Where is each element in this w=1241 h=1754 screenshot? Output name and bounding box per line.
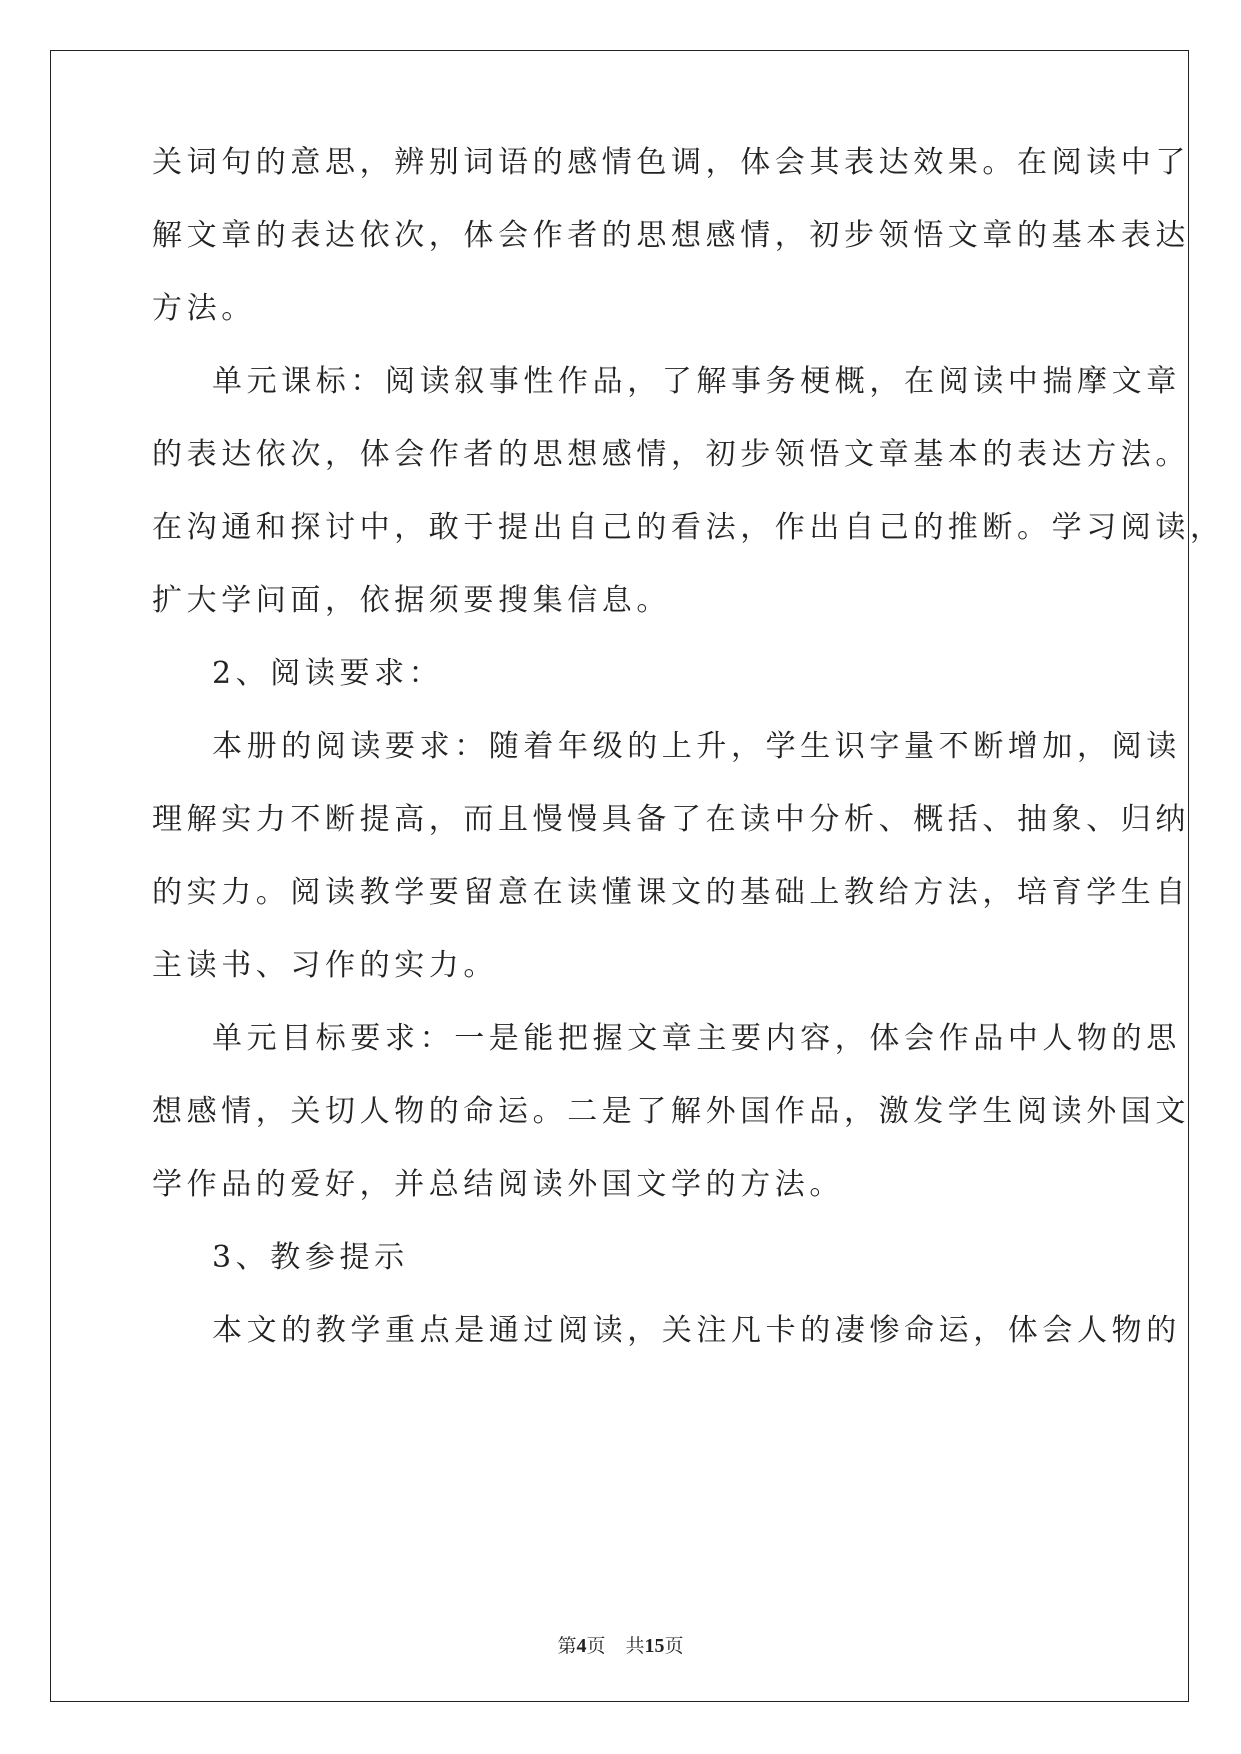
section-heading: 2、阅读要求：	[212, 656, 444, 691]
page-prefix: 第	[557, 1635, 577, 1657]
text-line: 的表达依次，体会作者的思想感情，初步领悟文章基本的表达方法。	[152, 437, 1190, 472]
text-line: 单元课标：阅读叙事性作品，了解事务梗概，在阅读中揣摩文章	[212, 364, 1181, 399]
text-line: 本文的教学重点是通过阅读，关注凡卡的凄惨命运，体会人物的	[212, 1313, 1181, 1348]
text-line: 主读书、习作的实力。	[152, 948, 498, 983]
text-line: 学作品的爱好，并总结阅读外国文学的方法。	[152, 1167, 844, 1202]
text-line: 想感情，关切人物的命运。二是了解外国作品，激发学生阅读外国文	[152, 1094, 1190, 1129]
page-footer	[0, 1634, 1241, 1658]
text-line: 本册的阅读要求：随着年级的上升，学生识字量不断增加，阅读	[212, 729, 1181, 764]
section-heading: 3、教参提示	[212, 1240, 409, 1275]
total-pages: 15	[644, 1635, 665, 1657]
text-line: 的实力。阅读教学要留意在读懂课文的基础上教给方法，培育学生自	[152, 875, 1190, 910]
text-line: 在沟通和探讨中，敢于提出自己的看法，作出自己的推断。学习阅读，	[152, 510, 1225, 545]
text-line: 方法。	[152, 291, 256, 326]
text-line: 关词句的意思，辨别词语的感情色调，体会其表达效果。在阅读中了	[152, 145, 1190, 180]
text-line: 单元目标要求：一是能把握文章主要内容，体会作品中人物的思	[212, 1021, 1181, 1056]
page-number: 4	[576, 1635, 587, 1657]
total-suffix: 页	[664, 1635, 684, 1657]
text-line: 解文章的表达依次，体会作者的思想感情，初步领悟文章的基本表达	[152, 218, 1190, 253]
text-line: 理解实力不断提高，而且慢慢具备了在读中分析、概括、抽象、归纳	[152, 802, 1190, 837]
page-suffix: 页	[586, 1635, 606, 1657]
text-line: 扩大学问面，依据须要搜集信息。	[152, 583, 671, 618]
total-prefix: 共	[625, 1635, 645, 1657]
